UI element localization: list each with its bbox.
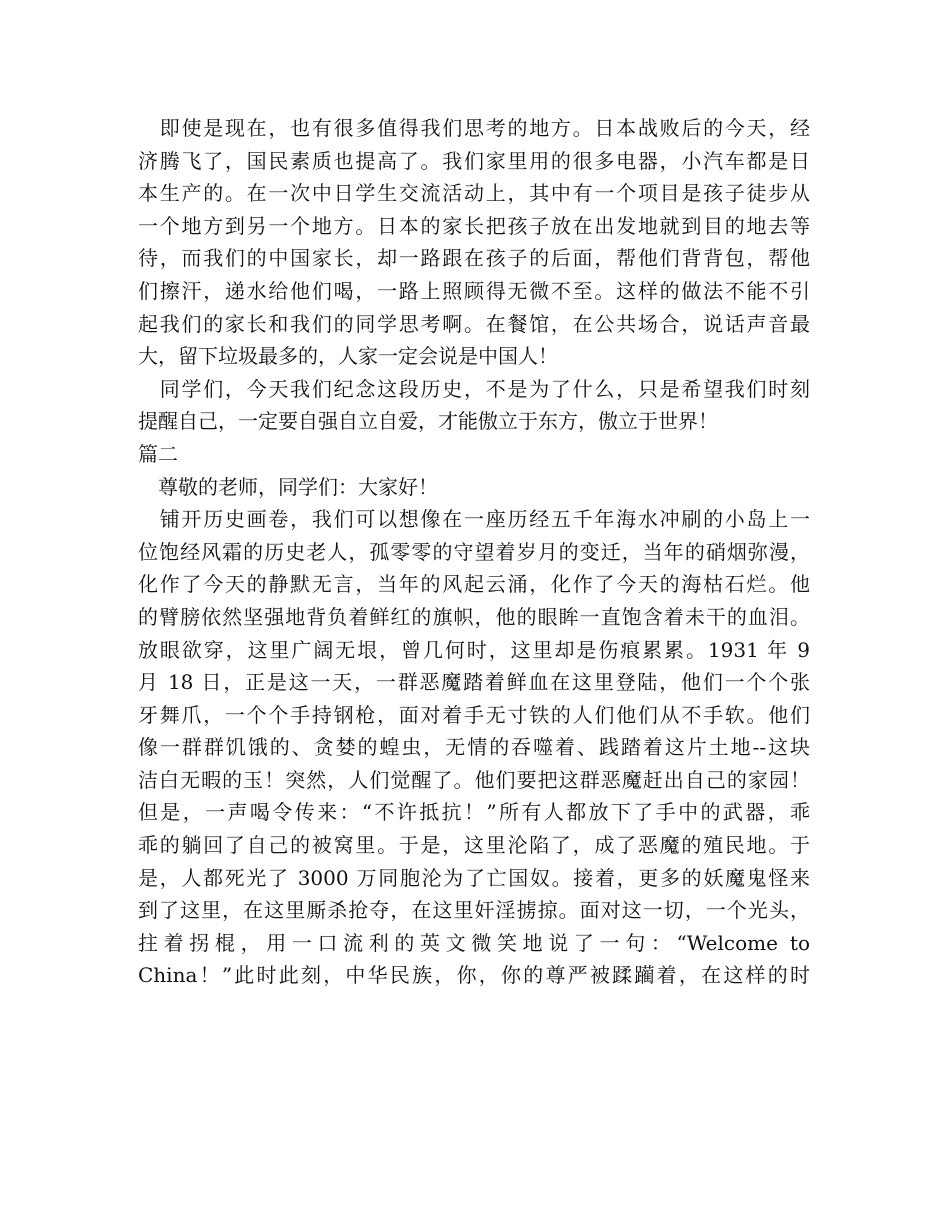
text-line: 像一群群饥饿的、贪婪的蝗虫，无情的吞噬着、践踏着这片土地--这块 xyxy=(138,735,810,760)
text-line: 铺开历史画卷，我们可以想像在一座历经五千年海水冲刷的小岛上一 xyxy=(138,507,810,532)
text-line: 起我们的家长和我们的同学思考啊。在餐馆，在公共场合，说话声音最 xyxy=(138,311,810,336)
salutation-line: 尊敬的老师，同学们：大家好！ xyxy=(138,474,438,499)
text-line: 放眼欲穿，这里广阔无垠，曾几何时，这里却是伤痕累累。1931 年 9 xyxy=(138,637,810,662)
text-line: 们擦汗，递水给他们喝，一路上照顾得无微不至。这样的做法不能不引 xyxy=(138,278,810,303)
text-line: 洁白无暇的玉！突然，人们觉醒了。他们要把这群恶魔赶出自己的家园！ xyxy=(138,767,810,792)
text-line: 拄着拐棍，用一口流利的英文微笑地说了一句：“Welcome to xyxy=(138,930,810,955)
text-line: 提醒自己，一定要自强自立自爱，才能傲立于东方，傲立于世界！ xyxy=(138,409,718,434)
text-line: 位饱经风霜的历史老人，孤零零的守望着岁月的变迁，当年的硝烟弥漫， xyxy=(138,539,810,564)
text-line: 牙舞爪，一个个手持钢枪，面对着手无寸铁的人们他们从不手软。他们 xyxy=(138,702,810,727)
text-line: 本生产的。在一次中日学生交流活动上，其中有一个项目是孩子徒步从 xyxy=(138,181,810,206)
text-line: 到了这里，在这里厮杀抢夺，在这里奸淫掳掠。面对这一切，一个光头， xyxy=(138,898,810,923)
text-line: 大，留下垃圾最多的，人家一定会说是中国人！ xyxy=(138,344,558,369)
text-line: 月 18 日，正是这一天，一群恶魔踏着鲜血在这里登陆，他们一个个张 xyxy=(138,670,810,695)
text-line: 但是，一声喝令传来：“不许抵抗！”所有人都放下了手中的武器，乖 xyxy=(138,800,810,825)
text-line: 即使是现在，也有很多值得我们思考的地方。日本战败后的今天，经 xyxy=(138,116,810,140)
text-line: 化作了今天的静默无言，当年的风起云涌，化作了今天的海枯石烂。他 xyxy=(138,572,810,597)
text-line: 的臂膀依然坚强地背负着鲜红的旗帜，他的眼眸一直饱含着未干的血泪。 xyxy=(138,604,810,629)
text-line: 是，人都死光了 3000 万同胞沦为了亡国奴。接着，更多的妖魔鬼怪来 xyxy=(138,865,810,890)
document-page xyxy=(138,112,810,992)
section-heading: 篇二 xyxy=(138,441,178,466)
text-line: 待，而我们的中国家长，却一路跟在孩子的后面，帮他们背背包，帮他 xyxy=(138,246,810,271)
text-line: 一个地方到另一个地方。日本的家长把孩子放在出发地就到目的地去等 xyxy=(138,213,810,238)
text-line: China！”此时此刻，中华民族，你，你的尊严被蹂躏着，在这样的时 xyxy=(138,963,810,988)
text-line: 乖的躺回了自己的被窝里。于是，这里沦陷了，成了恶魔的殖民地。于 xyxy=(138,833,810,858)
text-line: 同学们，今天我们纪念这段历史，不是为了什么，只是希望我们时刻 xyxy=(138,376,810,401)
text-line: 济腾飞了，国民素质也提高了。我们家里用的很多电器，小汽车都是日 xyxy=(138,148,810,173)
